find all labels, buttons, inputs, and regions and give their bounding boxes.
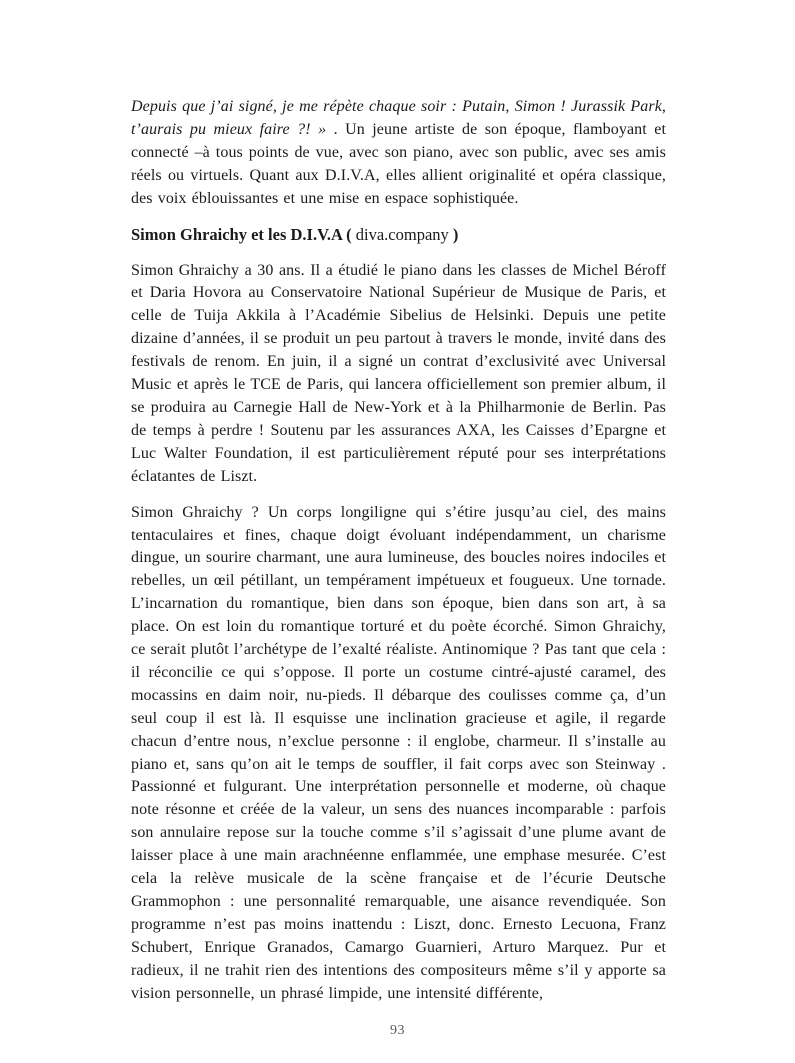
heading-site-name: diva.company [355, 224, 449, 244]
heading-bold-suffix: ) [448, 224, 459, 244]
intro-regular-text: . Un jeune artiste de son époque, flamboyant et connecté –à tous points de vue, avec son piano, avec son public, avec ses amis réels ou virtuels. Quant aux D.I.V.A, elles allient originalité et opéra classique, des voix éblouissantes et une mise en espace sophistiquée. [131, 120, 666, 207]
section-heading [131, 224, 666, 246]
biography-paragraph: Simon Ghraichy a 30 ans. Il a étudié le piano dans les classes de Michel Béroff et Daria Hovora au Conservatoire National Supérieur de Musique de Paris, et celle de Tuija Akkila à l’Académie Sibelius de Helsinki. Depuis une petite dizaine d’années, il se produit un peu partout à travers le monde, invité dans des festivals de renom. En juin, il a signé un contrat d’exclusivité avec Universal Music et après le TCE de Paris, qui lancera officiellement son premier album, il se produira au Carnegie Hall de New-York et à la Philharmonie de Berlin. Pas de temps à perdre ! Soutenu par les assurances AXA, les Caisses d’Epargne et Luc Walter Foundation, il est particulièrement réputé pour ses interprétations éclatantes de Liszt. [131, 261, 666, 485]
portrait-paragraph: Simon Ghraichy ? Un corps longiligne qui s’étire jusqu’au ciel, des mains tentaculaires et fines, chaque doigt évoluant indépendamment, un charisme dingue, un sourire charmant, une aura lumineuse, des boucles noires indociles et rebelles, un œil pétillant, un tempérament impétueux et fougueux. Une tornade. L’incarnation du romantique, bien dans son époque, bien dans son art, à sa place. On est loin du romantique torturé et du poète écorché. Simon Ghraichy, ce serait plutôt l’archétype de l’exalté réaliste. Antinomique ? Pas tant que cela : il réconcilie ce qui s’oppose. Il porte un costume cintré-ajusté caramel, des mocassins en daim noir, nu-pieds. Il débarque des coulisses comme ça, d’un seul coup il est là. Il esquisse une inclination gracieuse et agile, il regarde chacun d’entre nous, n’exclue personne : il englobe, charmeur. Il s’installe au piano et, sans qu’on ait le temps de souffler, il fait corps avec son Steinway . Passionné et fulgurant. Une interprétation personnelle et moderne, où chaque note résonne et créée de la valeur, un sens des nuances incomparable : parfois son annulaire repose sur la touche comme s’il s’agissait d’une plume avant de laisser place à une main arachnéenne enflammée, une emphase mesurée. C’est cela la relève musicale de la scène française et de l’écurie Deutsche Grammophon : une personnalité remarquable, une aisance revendiquée. Son programme n’est pas moins inattendu : Liszt, donc. Ernesto Lecuona, Franz Schubert, Enrique Granados, Camargo Guarnieri, Arturo Marquez. Pur et radieux, il ne trahit rien des intentions des compositeurs même s’il y apporte sa vision personnelle, un phrasé limpide, une intensité différente, [131, 503, 666, 1002]
heading-bold-prefix: Simon Ghraichy et les D.I.V.A ( [131, 224, 356, 244]
intro-italic-quote: Depuis que j’ai signé, je me répète chaque soir : Putain, Simon ! Jurassik Park, t’aurais pu mieux faire ?! » [131, 98, 666, 138]
page-number: 93 [390, 1023, 405, 1038]
intro-paragraph [131, 96, 666, 211]
